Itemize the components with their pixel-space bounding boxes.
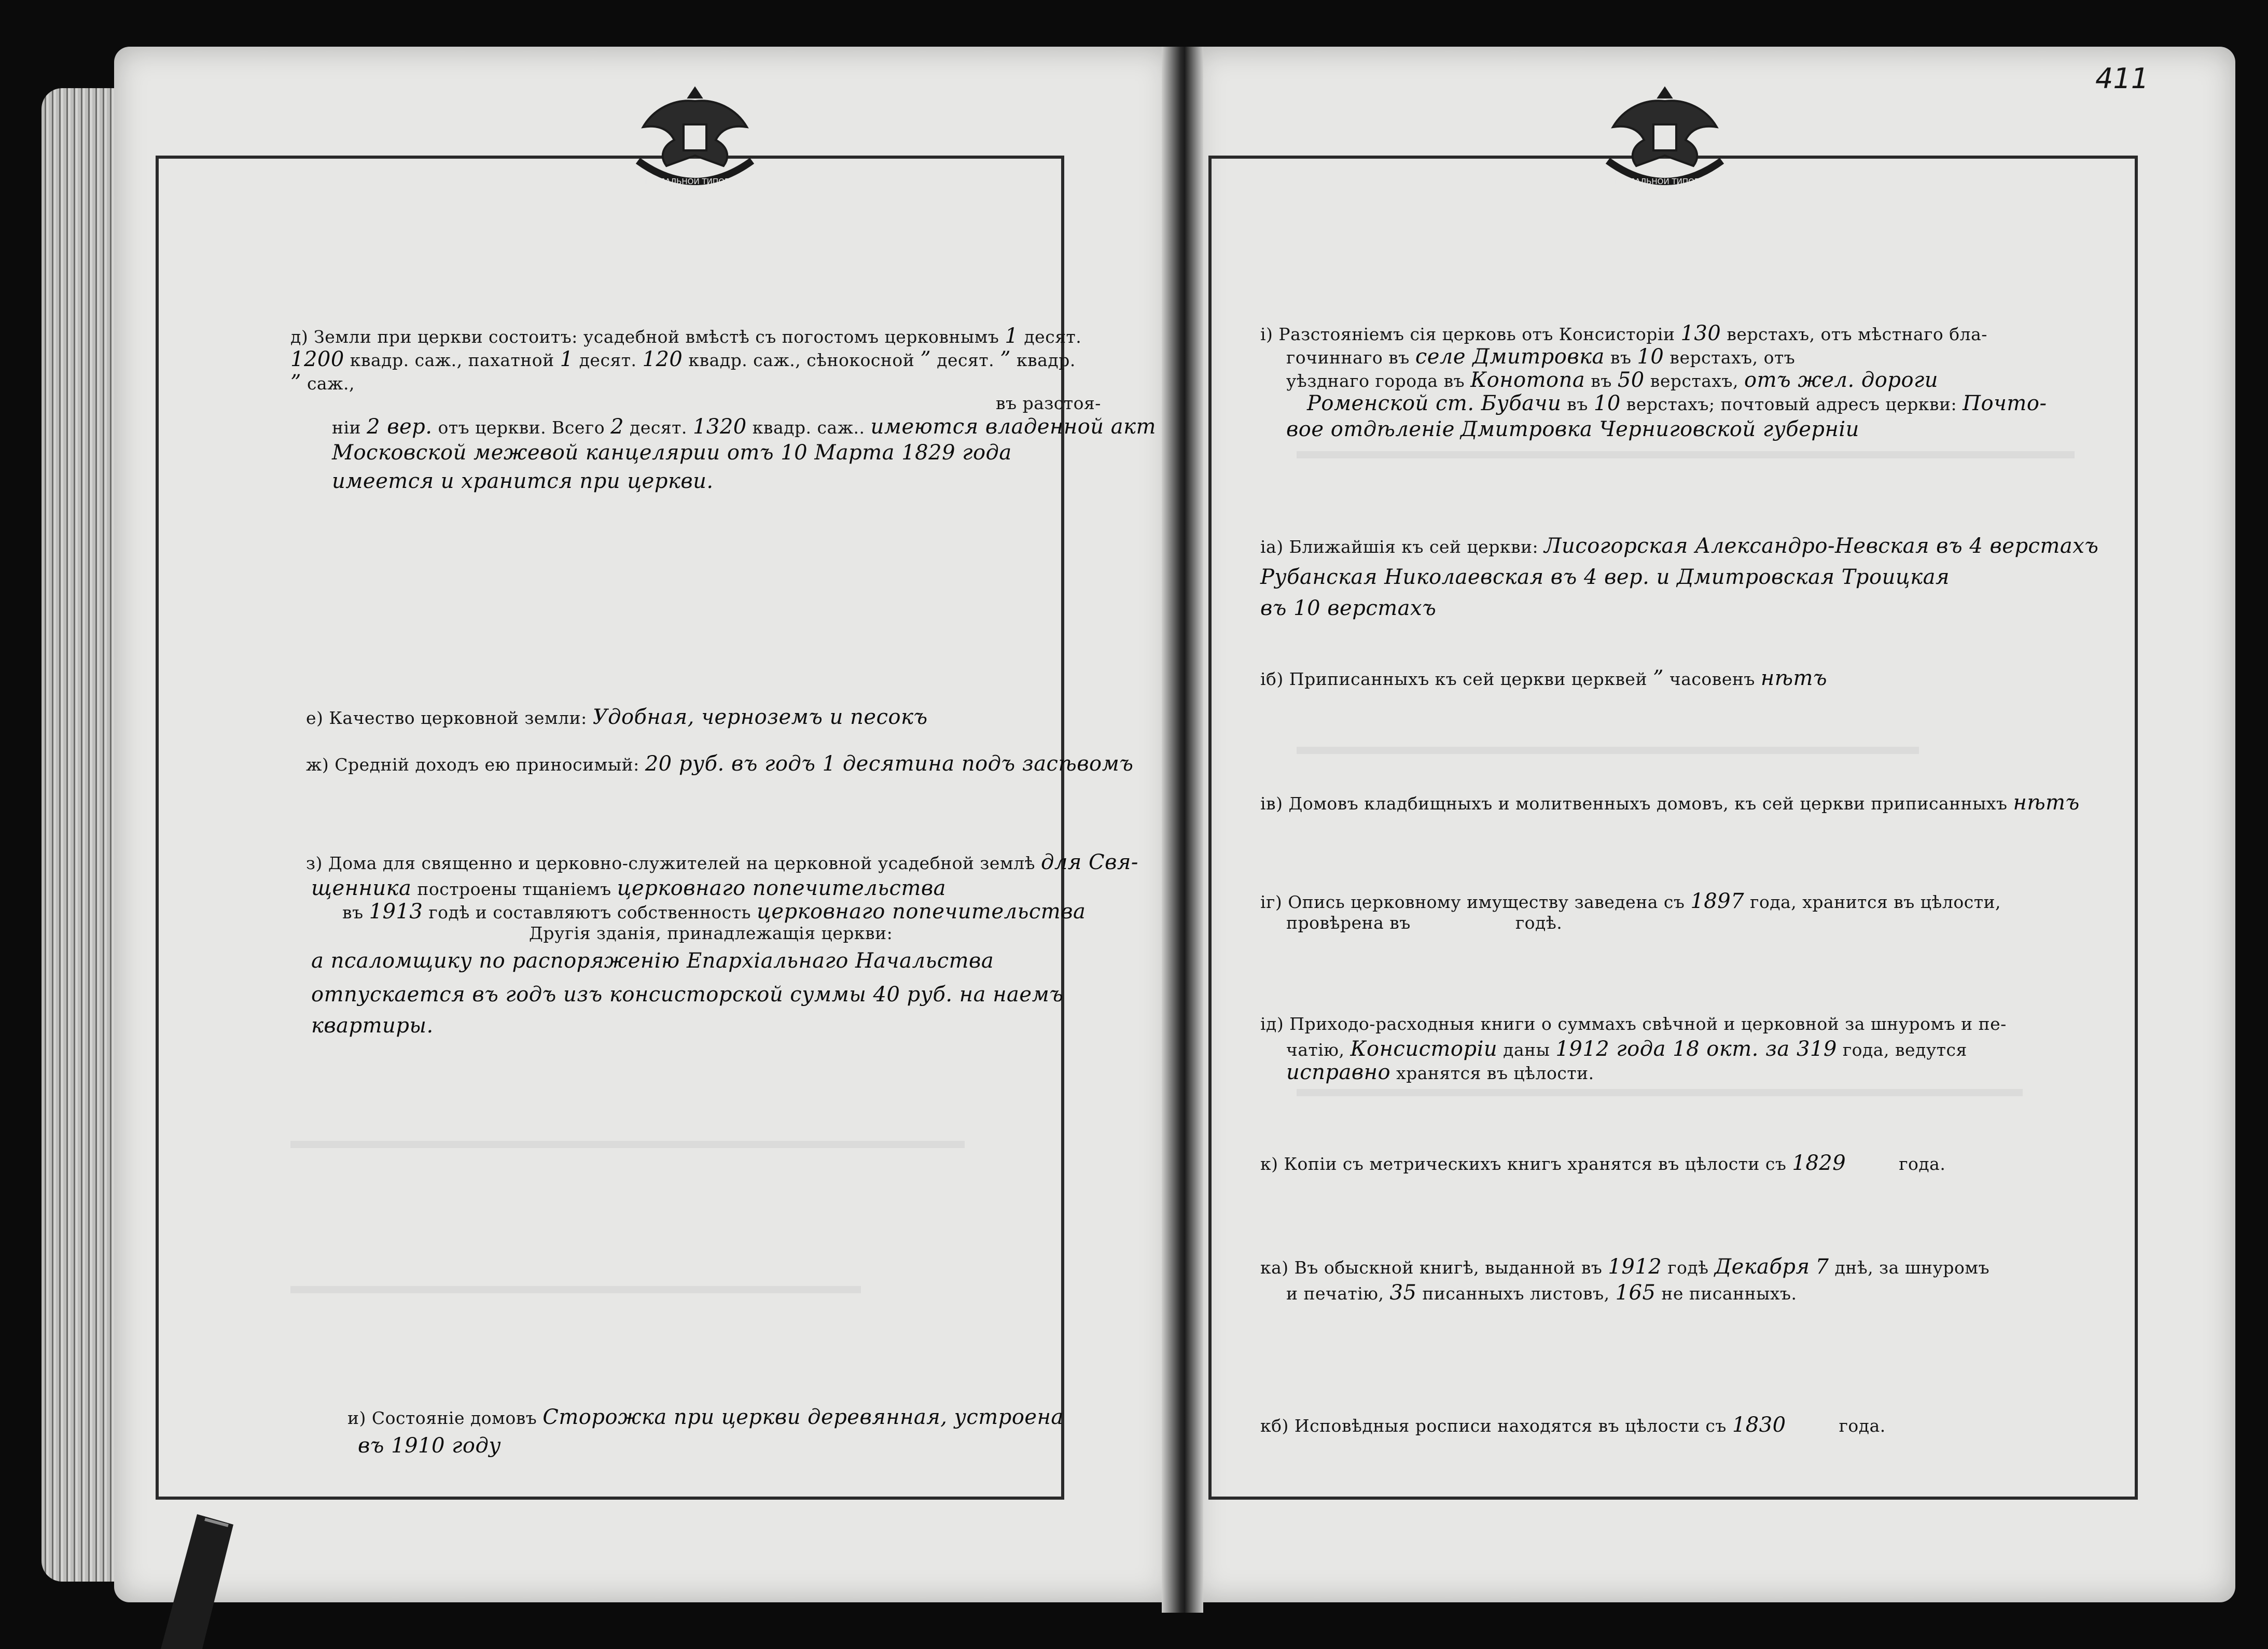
- handwritten-entry: Сторожка при церкви деревянная, устроена: [542, 1405, 1064, 1429]
- item-id-line-1: [1260, 1014, 2007, 1034]
- handwritten-entry: щенника: [311, 876, 412, 900]
- handwritten-entry: селе Дмитровка: [1415, 345, 1605, 369]
- imperial-eagle-crest-left: [617, 78, 773, 197]
- item-z-line-1: [306, 850, 1138, 874]
- handwritten-entry: 1912: [1608, 1255, 1662, 1279]
- printed-text: хранятся въ цѣлости.: [1396, 1063, 1594, 1083]
- handwritten-entry: вое отдѣленіе: [1286, 417, 1455, 441]
- page-number: 411: [2095, 62, 2149, 95]
- printed-text: годѣ: [1667, 1257, 1709, 1278]
- item-ri-line-3: [1286, 368, 1938, 392]
- printed-text: годѣ и составляютъ собственность: [428, 902, 751, 923]
- printed-text: квадр. саж., сѣнокосной: [688, 350, 915, 370]
- handwritten-entry: 1829: [1792, 1151, 1846, 1175]
- printed-text: кб) Исповѣдныя росписи находятся въ цѣлости съ: [1260, 1416, 1727, 1436]
- handwritten-entry: 1320: [692, 415, 747, 439]
- handwritten-entry: 20 руб. въ годъ 1 десятина подъ засѣвомъ: [645, 752, 1134, 776]
- printed-text: е) Качество церковной земли:: [306, 708, 587, 728]
- printed-text: года.: [1839, 1416, 1886, 1436]
- printed-text: десят.: [1024, 327, 1082, 347]
- printed-text: ж) Средній доходъ ею приносимый:: [306, 754, 639, 775]
- handwritten-entry: ”: [920, 347, 931, 371]
- handwritten-entry: имеются владенной акт: [870, 415, 1156, 439]
- item-ka-line-1: [1260, 1255, 1989, 1279]
- pen-icon: [156, 1493, 259, 1649]
- handwritten-entry: церковнаго попечительства: [756, 900, 1086, 924]
- item-z-handwriting-1: а псаломщику по распоряженію Епархіальнаго Начальства: [311, 949, 994, 973]
- handwritten-entry: Декабря: [1714, 1255, 1810, 1279]
- printed-text: не писанныхъ.: [1661, 1283, 1797, 1304]
- page-edges: [41, 88, 124, 1582]
- handwritten-entry: 2 вер.: [367, 415, 433, 439]
- printed-text: і) Разстояніемъ сія церковь отъ Консисторіи: [1260, 324, 1675, 344]
- printed-text: днѣ, за шнуромъ: [1834, 1257, 1990, 1278]
- item-iv: [1260, 791, 2080, 815]
- item-z-line-2: [311, 876, 946, 900]
- printed-text: квадр. саж., пахатной: [350, 350, 554, 370]
- printed-text: десят.: [579, 350, 637, 370]
- printed-text: верстахъ,: [1650, 371, 1738, 391]
- handwritten-entry: 10: [1593, 392, 1621, 415]
- handwritten-entry: 1: [560, 347, 574, 371]
- printed-text: въ: [342, 902, 364, 923]
- printed-text: въ: [1567, 394, 1588, 414]
- item-e: [306, 705, 928, 729]
- crest-legend: СИНОДАЛЬНОЙ ТИПОГРАФІИ: [1606, 177, 1724, 186]
- printed-text: гочиннаго въ: [1286, 347, 1410, 368]
- item-z-handwriting-3: квартиры.: [311, 1014, 434, 1038]
- printed-text: построены тщаніемъ: [417, 879, 611, 899]
- handwritten-entry: ”: [290, 371, 301, 395]
- handwritten-entry: Лисогорская Александро-Невская въ 4 верстахъ: [1544, 534, 2099, 558]
- book-gutter: [1162, 47, 1203, 1613]
- item-d-line-5: [332, 415, 1156, 439]
- handwritten-entry: 2: [610, 415, 624, 439]
- handwritten-entry: 1913: [369, 900, 423, 924]
- printed-text: Другія зданія, принадлежащія церкви:: [529, 923, 893, 943]
- printed-text: д) Земли при церкви состоитъ: усадебной вмѣстѣ съ погостомъ церковнымъ: [290, 327, 999, 347]
- printed-text: чатію,: [1286, 1040, 1345, 1060]
- item-ka-line-2: [1286, 1281, 1797, 1305]
- printed-text: ід) Приходо-расходныя книги о суммахъ свѣчной и церковной за шнуромъ и пе-: [1260, 1014, 2007, 1034]
- handwritten-entry: отъ жел. дороги: [1744, 368, 1939, 392]
- handwritten-entry: 1830: [1732, 1413, 1786, 1437]
- handwritten-entry: для Свя-: [1040, 850, 1138, 874]
- printed-text: годѣ.: [1515, 913, 1563, 933]
- item-ia-handwriting-1: Рубанская Николаевская въ 4 вер. и Дмитровская Троицкая: [1260, 565, 1950, 589]
- printed-text: въ: [1610, 347, 1632, 368]
- item-d-line-1: [290, 324, 1081, 348]
- printed-text: саж.,: [307, 373, 355, 394]
- printed-text: іа) Ближайшія къ сей церкви:: [1260, 537, 1539, 557]
- printed-text: уѣзднаго города въ: [1286, 371, 1465, 391]
- bleed-through: [1297, 451, 2075, 458]
- printed-text: въ разстоя-: [996, 393, 1101, 413]
- printed-text: ніи: [332, 417, 361, 438]
- item-ia-line-1: [1260, 534, 2098, 558]
- printed-text: ка) Въ обыскной книгѣ, выданной въ: [1260, 1257, 1603, 1278]
- item-ri-line-2: [1286, 345, 1795, 369]
- item-ig-line-1: [1260, 889, 2001, 913]
- handwritten-entry: Роменской ст. Бубачи: [1307, 392, 1562, 415]
- handwritten-entry: нѣтъ: [1760, 666, 1828, 690]
- handwritten-entry: церковнаго попечительства: [617, 876, 947, 900]
- bleed-through: [290, 1141, 965, 1148]
- printed-text: з) Дома для священно и церковно-служителей на церковной усадебной землѣ: [306, 853, 1035, 873]
- handwritten-entry: Удобная, черноземъ и песокъ: [592, 705, 928, 729]
- handwritten-entry: 130: [1680, 322, 1721, 345]
- handwritten-entry: 1200: [290, 347, 344, 371]
- printed-text: верстахъ, отъ мѣстнаго бла-: [1727, 324, 1987, 344]
- item-d-line-4: [996, 393, 1101, 413]
- bleed-through: [290, 1286, 861, 1293]
- item-d-line-3: [290, 371, 355, 395]
- printed-text: отъ церкви. Всего: [438, 417, 605, 438]
- handwritten-entry: Консисторіи: [1350, 1037, 1498, 1061]
- printed-text: десят.: [937, 350, 995, 370]
- item-ri-line-1: [1260, 322, 1987, 345]
- printed-text: провѣрена въ: [1286, 913, 1411, 933]
- printed-text: года.: [1899, 1154, 1946, 1174]
- handwritten-entry: 10: [1637, 345, 1664, 369]
- printed-text: верстахъ; почтовый адресъ церкви:: [1626, 394, 1957, 414]
- crest-legend: СИНОДАЛЬНОЙ ТИПОГРАФІИ: [636, 177, 754, 186]
- handwritten-entry: Дмитровка Черниговской губерніи: [1460, 417, 1859, 441]
- bleed-through: [1297, 747, 1919, 754]
- printed-text: квадр.: [1017, 350, 1076, 370]
- item-d-handwriting-1: Московской межевой канцелярии отъ 10 Марта 1829 года: [332, 441, 1012, 465]
- item-i-handwriting: въ 1910 году: [358, 1434, 502, 1458]
- item-ri-line-5: [1286, 417, 1859, 441]
- item-i-line-1: [347, 1405, 1064, 1429]
- handwritten-entry: 7: [1815, 1255, 1829, 1279]
- printed-text: к) Копіи съ метрическихъ книгъ хранятся въ цѣлости съ: [1260, 1154, 1787, 1174]
- item-kb: [1260, 1413, 1886, 1437]
- handwritten-entry: ”: [1652, 666, 1664, 690]
- handwritten-entry: ”: [1000, 347, 1011, 371]
- item-k: [1260, 1151, 1945, 1175]
- printed-text: квадр. саж..: [752, 417, 865, 438]
- item-ib: [1260, 666, 1827, 690]
- printed-text: писанныхъ листовъ,: [1422, 1283, 1610, 1304]
- handwritten-entry: 35: [1389, 1281, 1417, 1305]
- item-id-line-3: [1286, 1060, 1594, 1084]
- printed-text: часовенъ: [1669, 669, 1755, 689]
- printed-text: десят.: [630, 417, 687, 438]
- printed-text: ів) Домовъ кладбищныхъ и молитвенныхъ домовъ, къ сей церкви приписанныхъ: [1260, 793, 2008, 814]
- item-ia-handwriting-2: въ 10 верстахъ: [1260, 596, 1437, 620]
- printed-text: верстахъ, отъ: [1669, 347, 1796, 368]
- printed-text: года, ведутся: [1842, 1040, 1967, 1060]
- item-id-line-2: [1286, 1037, 1967, 1061]
- handwritten-entry: исправно: [1286, 1060, 1391, 1084]
- printed-text: іг) Опись церковному имуществу заведена съ: [1260, 892, 1685, 912]
- bleed-through: [1297, 1089, 2023, 1096]
- item-d-handwriting-2: имеется и хранится при церкви.: [332, 469, 714, 493]
- printed-text: года, хранится въ цѣлости,: [1750, 892, 2001, 912]
- item-ri-line-4: [1307, 392, 2047, 415]
- handwritten-entry: Почто-: [1963, 392, 2047, 415]
- printed-text: въ: [1591, 371, 1612, 391]
- item-z-line-4: [529, 923, 893, 943]
- handwritten-entry: 120: [642, 347, 683, 371]
- item-z-line-3: [342, 900, 1086, 924]
- item-d-line-2: [290, 347, 1076, 371]
- handwritten-entry: 50: [1617, 368, 1645, 392]
- item-ig-line-2: [1286, 913, 1562, 933]
- handwritten-entry: 1912 года 18 окт. за 319: [1555, 1037, 1837, 1061]
- handwritten-entry: 165: [1615, 1281, 1656, 1305]
- handwritten-entry: нѣтъ: [2013, 791, 2080, 815]
- printed-text: и печатію,: [1286, 1283, 1384, 1304]
- handwritten-entry: 1: [1005, 324, 1019, 348]
- item-z-handwriting-2: отпускается въ годъ изъ консисторской суммы 40 руб. на наемъ: [311, 983, 1064, 1007]
- handwritten-entry: 1897: [1690, 889, 1745, 913]
- printed-text: даны: [1503, 1040, 1550, 1060]
- printed-text: іб) Приписанныхъ къ сей церкви церквей: [1260, 669, 1647, 689]
- imperial-eagle-crest-right: [1587, 78, 1743, 197]
- printed-text: и) Состояніе домовъ: [347, 1408, 537, 1428]
- handwritten-entry: Конотопа: [1470, 368, 1585, 392]
- item-zh: [306, 752, 1133, 776]
